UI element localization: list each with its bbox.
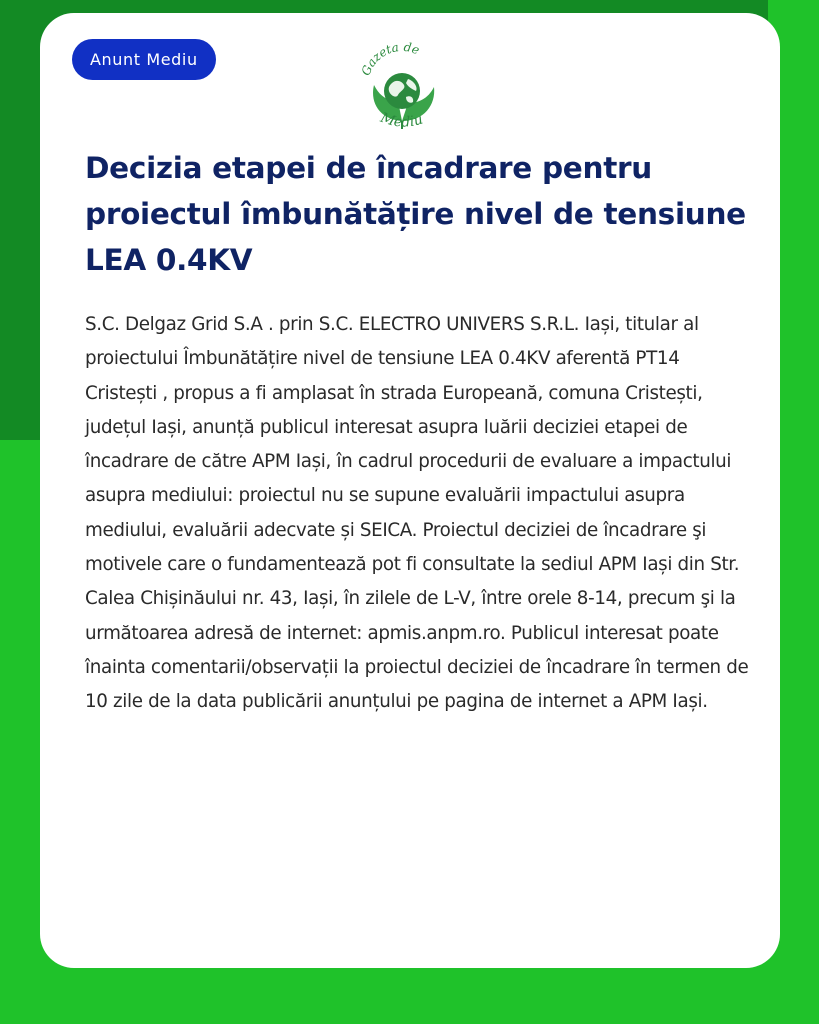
announcement-card: [40, 13, 780, 968]
svg-text:Gazeta de: [359, 41, 422, 78]
article-title: Decizia etapei de încadrare pentru proiectul îmbunătățire nivel de tensiune LEA 0.4KV: [85, 151, 746, 277]
svg-text:Mediu: [377, 110, 424, 131]
category-badge[interactable]: Anunt Mediu: [72, 39, 216, 80]
gazeta-de-mediu-logo: [358, 41, 446, 139]
article-body: S.C. Delgaz Grid S.A . prin S.C. ELECTRO UNIVERS S.R.L. Iași, titular al proiectului Îmbunătățire nivel de tensiune LEA 0.4KV aferentă PT14 Cristești , propus a fi amplasat în strada Europeană, comuna Cristești, județul Iași, anunță publicul interesat asupra luării deciziei etapei de încadrare de către APM Iași, în cadrul procedurii de evaluare a impactului asupra mediului: proiectul nu se supune evaluării impactului asupra mediului, evaluării adecvate și SEICA. Proiectul deciziei de încadrare şi motivele care o fundamentează pot fi consultate la sediul APM Iași din Str. Calea Chișinăului nr. 43, Iași, în zilele de L-V, între orele 8-14, precum şi la următoarea adresă de internet: apmis.anpm.ro. Publicul interesat poate înainta comentarii/observații la proiectul deciziei de încadrare în termen de 10 zile de la data publicării anunțului pe pagina de internet a APM Iași.: [85, 314, 749, 713]
logo-text-bottom: Mediu: [378, 109, 425, 131]
logo-text-top: Gazeta de: [358, 41, 422, 78]
